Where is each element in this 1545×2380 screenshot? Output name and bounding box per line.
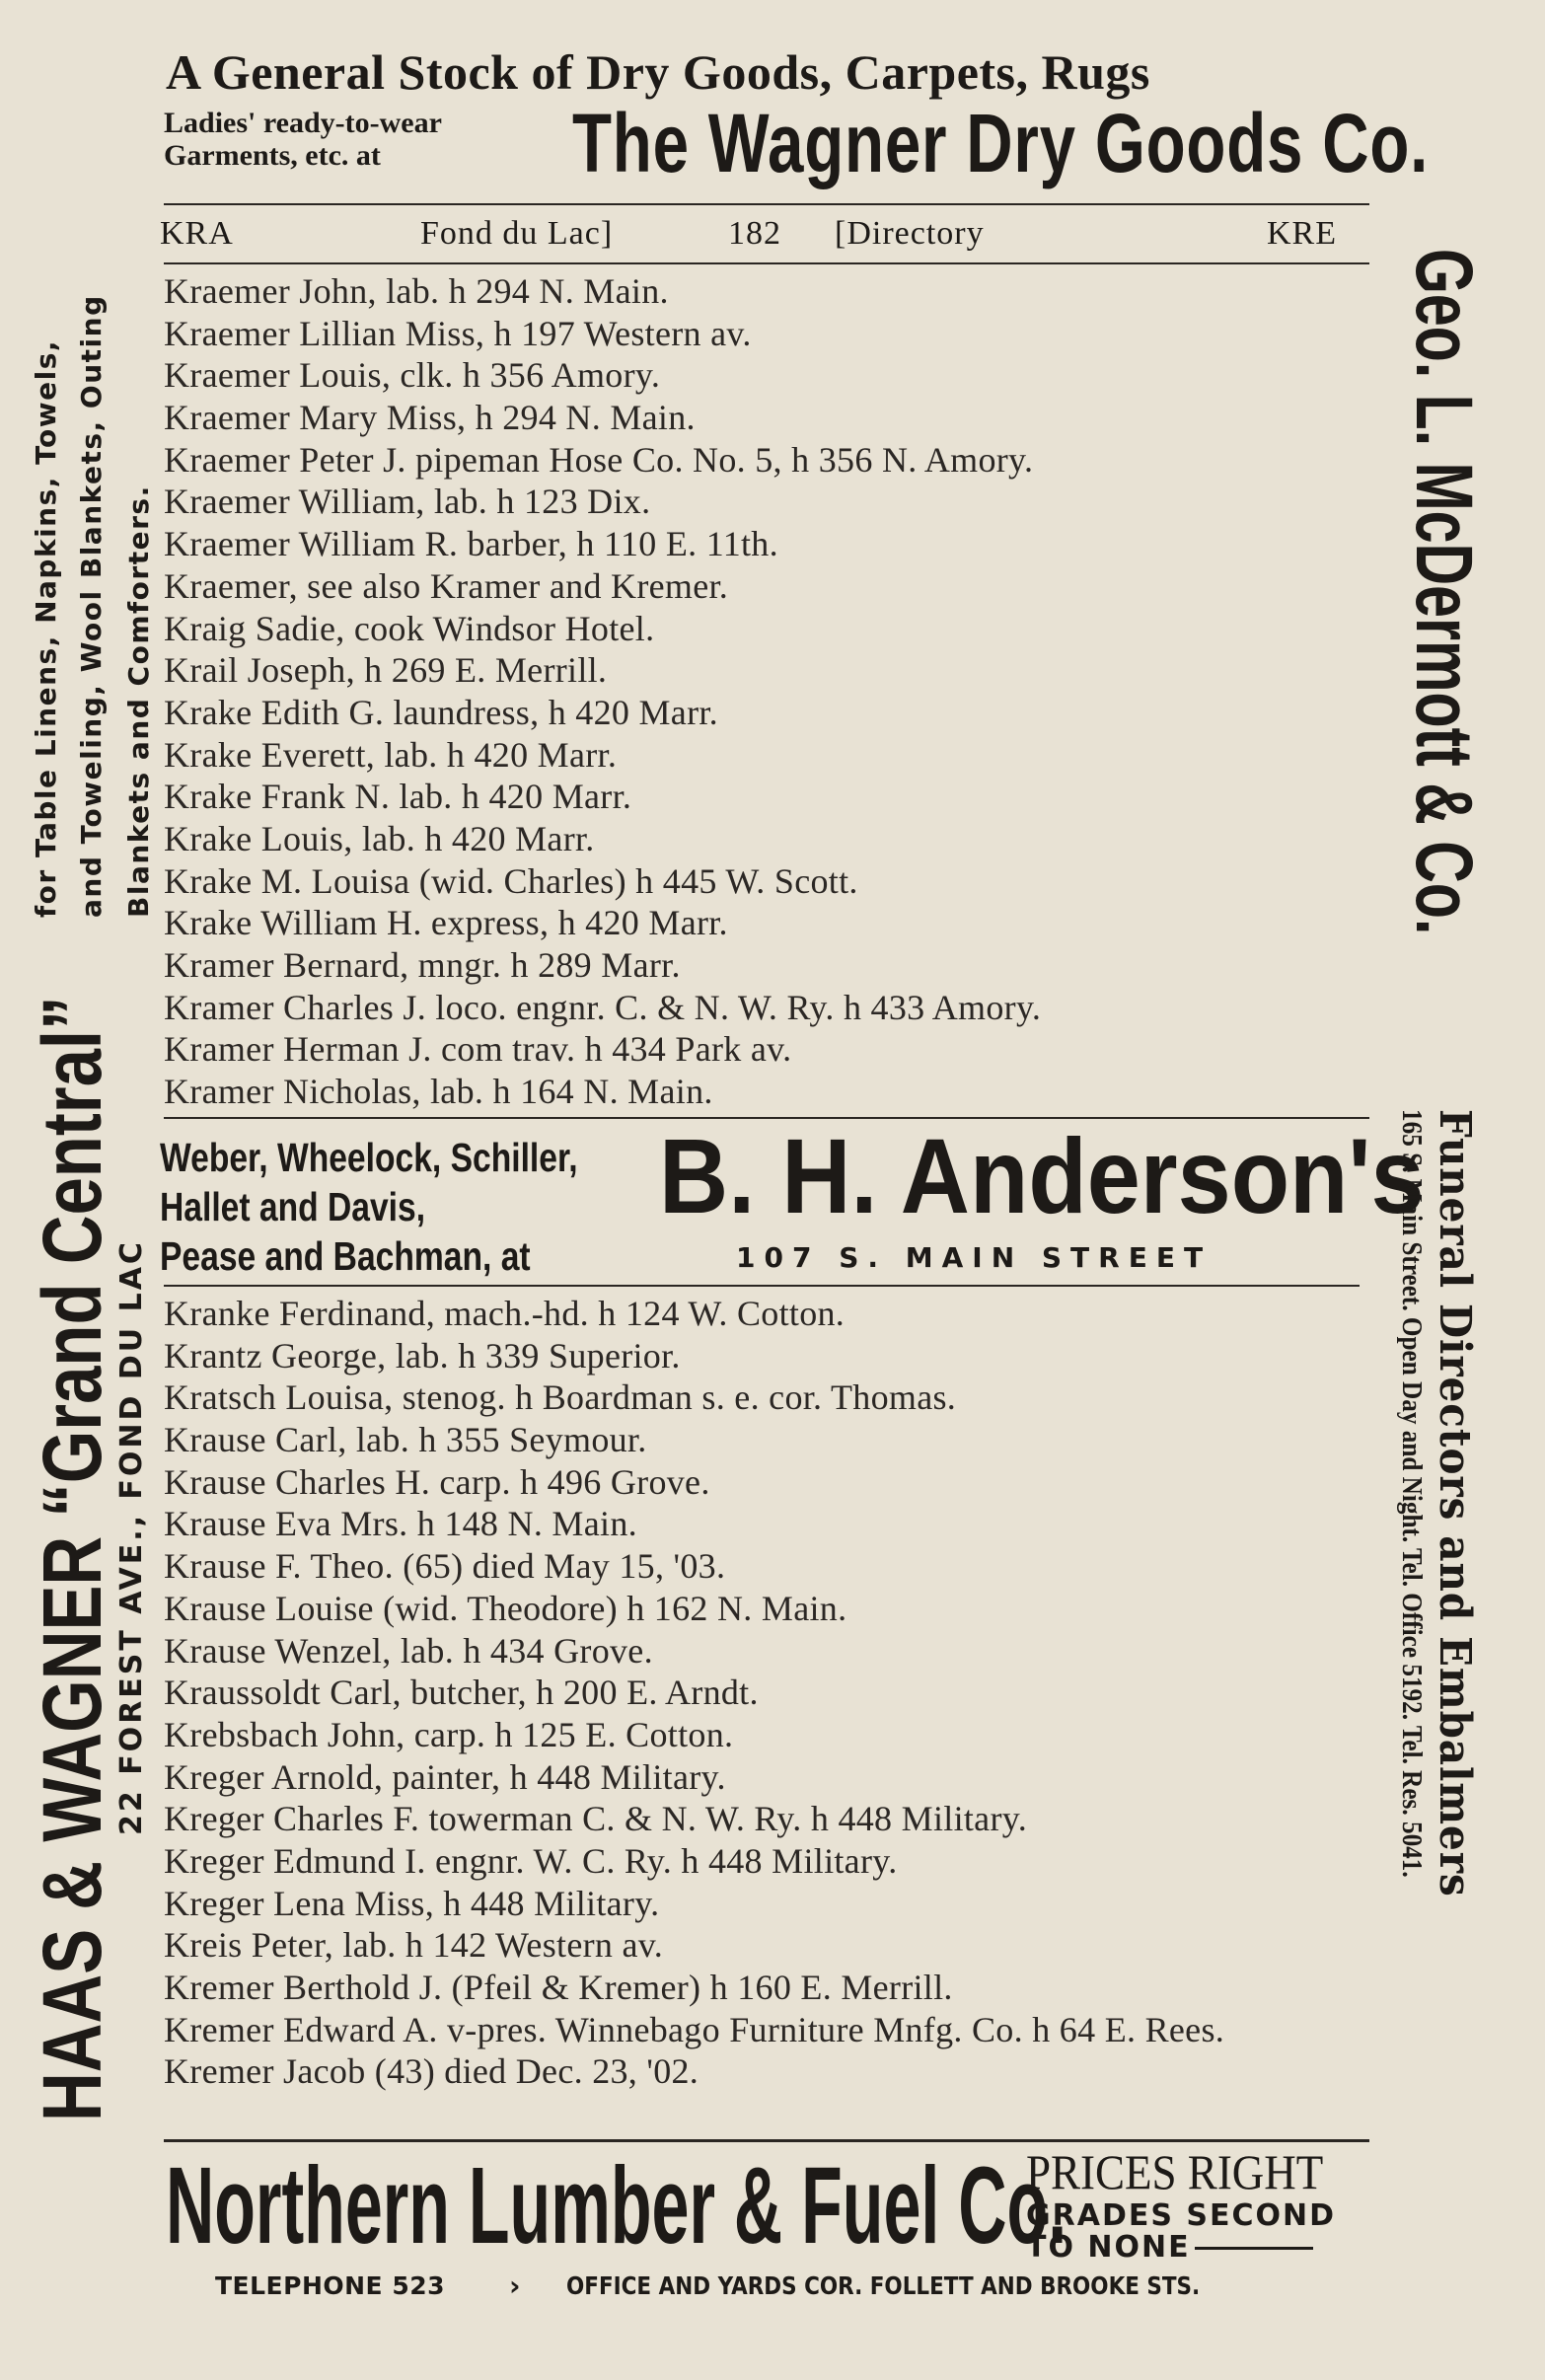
- top-ad-subtext-line2: Garments, etc. at: [164, 139, 381, 172]
- directory-entry: Krause Eva Mrs. h 148 N. Main.: [164, 1504, 637, 1544]
- directory-entry: Kramer Bernard, mngr. h 289 Marr.: [164, 945, 681, 985]
- directory-entry: Kraemer William, lab. h 123 Dix.: [164, 482, 651, 522]
- directory-entry: Kramer Charles J. loco. engnr. C. & N. W. Ry. h 433 Amory.: [164, 987, 1042, 1027]
- guide-word-right: KRE: [1267, 215, 1337, 252]
- left-ad-text-line1: for Table Linens, Napkins, Towels,: [30, 338, 62, 918]
- directory-entry: Kraemer William R. barber, h 110 E. 11th.: [164, 524, 778, 564]
- printer-mark-icon: ›: [509, 2269, 521, 2302]
- middle-ad-brands-line3: Pease and Bachman, at: [160, 1233, 531, 1279]
- bottom-ad-company: Northern Lumber & Fuel Co.: [166, 2145, 1067, 2267]
- directory-entry: Kraemer Mary Miss, h 294 N. Main.: [164, 398, 696, 438]
- middle-ad-brands: [160, 1133, 580, 1281]
- left-ad-address: 22 FOREST AVE., FOND DU LAC: [114, 1239, 149, 1835]
- top-ad-rule: [164, 203, 1369, 205]
- directory-entry: Kreger Lena Miss, h 448 Military.: [164, 1883, 660, 1923]
- directory-entry: Krake Louis, lab. h 420 Marr.: [164, 818, 595, 858]
- directory-entry: Krause F. Theo. (65) died May 15, '03.: [164, 1546, 726, 1587]
- top-ad-subtext-line1: Ladies' ready-to-wear: [164, 107, 442, 139]
- directory-entry: Krause Charles H. carp. h 496 Grove.: [164, 1461, 710, 1502]
- right-ad-company: Geo. L. McDermott & Co.: [1399, 249, 1489, 935]
- left-ad-text-line3: Blankets and Comforters.: [122, 484, 155, 918]
- directory-entry: Kreger Arnold, painter, h 448 Military.: [164, 1756, 726, 1797]
- directory-entry: Krause Louise (wid. Theodore) h 162 N. Main.: [164, 1588, 847, 1628]
- dash-rule: [1195, 2247, 1313, 2250]
- directory-entry: Kranke Ferdinand, mach.-hd. h 124 W. Cotton.: [164, 1294, 846, 1333]
- bottom-ad-prices: PRICES RIGHT: [1026, 2144, 1324, 2199]
- directory-entry: Krake M. Louisa (wid. Charles) h 445 W. Scott.: [164, 860, 858, 901]
- bottom-ad-grades-line2-wrap: [1026, 2232, 1381, 2264]
- directory-entry: Kreis Peter, lab. h 142 Western av.: [164, 1925, 664, 1966]
- directory-entry: Kraemer Louis, clk. h 356 Amory.: [164, 355, 661, 396]
- directory-entry: Kraemer Lillian Miss, h 197 Western av.: [164, 313, 752, 353]
- middle-ad-brands-line1: Weber, Wheelock, Schiller,: [160, 1135, 578, 1180]
- directory-entries-bottom: [164, 1293, 1372, 2093]
- guide-word-left: KRA: [160, 215, 234, 252]
- directory-entry: Kraemer John, lab. h 294 N. Main.: [164, 271, 669, 311]
- right-ad-business: Funeral Directors and Embalmers: [1430, 1109, 1480, 1897]
- directory-entry: Krebsbach John, carp. h 125 E. Cotton.: [164, 1714, 734, 1754]
- directory-entry: Krake Frank N. lab. h 420 Marr.: [164, 777, 632, 817]
- top-ad-headline: A General Stock of Dry Goods, Carpets, Rugs: [166, 44, 1150, 100]
- directory-entry: Kremer Edward A. v-pres. Winnebago Furniture Mnfg. Co. h 64 E. Rees.: [164, 2009, 1225, 2049]
- right-ad-details: 165 S. Main Street. Open Day and Night. Tel. Office 5192. Tel. Res. 5041.: [1396, 1109, 1427, 1878]
- directory-entry: Kraemer, see also Kramer and Kremer.: [164, 565, 729, 606]
- directory-entry: Kraemer Peter J. pipeman Hose Co. No. 5, h 356 N. Amory.: [164, 439, 1034, 480]
- middle-ad-company: B. H. Anderson's: [659, 1116, 1425, 1235]
- directory-entry: Krause Wenzel, lab. h 434 Grove.: [164, 1630, 653, 1671]
- bottom-ad-grades-line2: TO NONE: [1026, 2230, 1191, 2265]
- directory-entry: Krake Edith G. laundress, h 420 Marr.: [164, 692, 718, 732]
- directory-entry: Kramer Herman J. com trav. h 434 Park av.: [164, 1029, 792, 1070]
- bottom-ad-grades-line1: GRADES SECOND: [1026, 2198, 1337, 2233]
- directory-entry: Kratsch Louisa, stenog. h Boardman s. e. cor. Thomas.: [164, 1377, 957, 1418]
- top-ad-company: The Wagner Dry Goods Co.: [572, 97, 1430, 189]
- running-head-book: [Directory: [835, 215, 985, 252]
- directory-entry: Krause Carl, lab. h 355 Seymour.: [164, 1420, 647, 1460]
- bottom-ad-rule: [164, 2139, 1369, 2142]
- directory-entry: Krake Everett, lab. h 420 Marr.: [164, 734, 618, 775]
- directory-entry: Kremer Berthold J. (Pfeil & Kremer) h 160 E. Merrill.: [164, 1968, 953, 2007]
- left-ad-text-line2: and Toweling, Wool Blankets, Outing: [75, 294, 108, 918]
- left-ad-company: HAAS & WAGNER “Grand Central”: [26, 996, 118, 2122]
- bottom-ad-office: OFFICE AND YARDS COR. FOLLETT AND BROOKE STS.: [566, 2271, 1201, 2300]
- running-head: [158, 215, 1366, 259]
- middle-ad-street: 107 S. MAIN STREET: [736, 1241, 1213, 1274]
- directory-entry: Kraig Sadie, cook Windsor Hotel.: [164, 608, 655, 648]
- bottom-ad-grades: [1026, 2200, 1381, 2264]
- running-head-city: Fond du Lac]: [420, 215, 614, 252]
- directory-entries-top: [164, 270, 1372, 1113]
- middle-ad-brands-line2: Hallet and Davis,: [160, 1184, 426, 1229]
- directory-entry: Kramer Nicholas, lab. h 164 N. Main.: [164, 1072, 713, 1112]
- page-number: 182: [728, 215, 781, 252]
- middle-ad-bottom-rule: [164, 1285, 1360, 1287]
- directory-entry: Kremer Jacob (43) died Dec. 23, '02.: [164, 2051, 699, 2092]
- directory-entry: Kreger Edmund I. engnr. W. C. Ry. h 448 Military.: [164, 1840, 898, 1881]
- directory-entry: Krake William H. express, h 420 Marr.: [164, 903, 728, 943]
- top-ad-subtext: [164, 107, 558, 172]
- directory-entry: Kreger Charles F. towerman C. & N. W. Ry. h 448 Military.: [164, 1799, 1027, 1839]
- bottom-ad-telephone: TELEPHONE 523: [215, 2271, 446, 2300]
- directory-entry: Kraussoldt Carl, butcher, h 200 E. Arndt.: [164, 1673, 759, 1713]
- directory-entry: Krantz George, lab. h 339 Superior.: [164, 1335, 681, 1376]
- header-rule: [164, 262, 1369, 264]
- directory-entry: Krail Joseph, h 269 E. Merrill.: [164, 650, 608, 691]
